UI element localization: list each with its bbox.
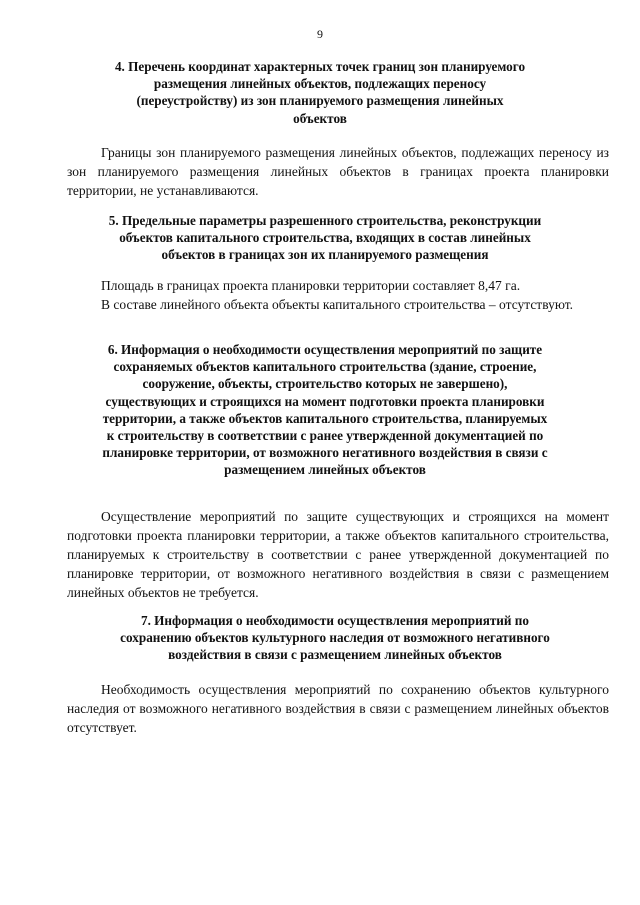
section-7-paragraph: Необходимость осуществления мероприятий по сохранению объектов культурного наследия от возможного негативного воздействия в связи с размещением линейных объектов отсутствует. (67, 682, 609, 735)
section-4-heading: 4. Перечень координат характерных точек границ зон планируемого размещения линейных объектов, подлежащих переносу (переустройству) из зон планируемого размещения линейных объектов (114, 59, 526, 126)
page-number: 9 (317, 27, 323, 41)
section-6-heading: 6. Информация о необходимости осуществления мероприятий по защите сохраняемых объектов капитального строительства (здание, строение, сооружение, объекты, строительство которых не завершено), существующих и строящихся на момент подготовки проекта планировки территории, а также объектов капитального строительства, планируемых к строительству в соответствии с ранее утвержденной документацией по планировке территории, от возможного негативного воздействия в связи с размещением линейных объектов (102, 342, 548, 478)
section-5-paragraph-2: В составе линейного объекта объекты капитального строительства – отсутствуют. (101, 297, 574, 312)
section-7-heading: 7. Информация о необходимости осуществления мероприятий по сохранению объектов культурного наследия от возможного негативного воздействия в связи с размещением линейных объектов (120, 613, 550, 663)
section-5-heading: 5. Предельные параметры разрешенного строительства, реконструкции объектов капитального строительства, входящих в состав линейных объектов в границах зон их планируемого размещения (108, 213, 542, 263)
section-6-paragraph: Осуществление мероприятий по защите существующих и строящихся на момент подготовки проекта планировки территории, а также объектов капитального строительства, планируемых к строительству в соответствии с ранее утвержденной документацией по планировке территории, от возможного негативного воздействия в связи с размещением линейных объектов не требуется. (67, 509, 609, 600)
section-5-paragraph-1: Площадь в границах проекта планировки территории составляет 8,47 га. (101, 278, 521, 293)
section-4-paragraph: Границы зон планируемого размещения линейных объектов, подлежащих переносу из зон планируемого размещения линейных объектов в границах проекта планировки территории, не устанавливаются. (67, 145, 609, 198)
